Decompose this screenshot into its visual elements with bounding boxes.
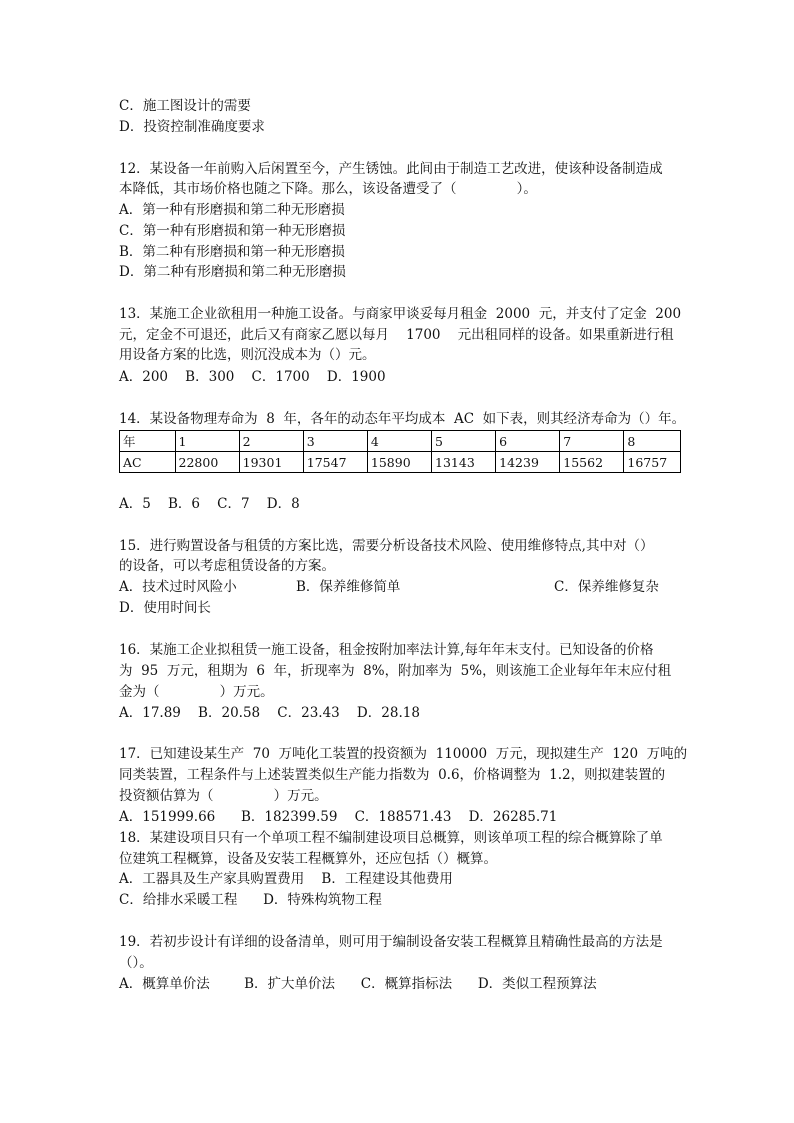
q13-options: A．200 B．300 C．1700 D．1900	[119, 369, 386, 385]
q18-stem-line2: 位建筑工程概算，设备及安装工程概算外，还应包括（）概算。	[119, 851, 497, 867]
q19-stem-line2: （）。	[119, 955, 153, 971]
q15-option-d: D．使用时间长	[119, 600, 211, 616]
q11-option-c: C．施工图设计的需要	[119, 98, 251, 114]
table-cell: 2	[239, 431, 303, 452]
q19-options: A．概算单价法 B．扩大单价法 C．概算指标法 D．类似工程预算法	[119, 976, 597, 992]
q12-option-d: D．第二种有形磨损和第二种无形磨损	[119, 264, 346, 280]
q16-stem-line2: 为 95 万元，租期为 6 年，折现率为 8%，附加率为 5%，则该施工企业每年年末应付租	[119, 663, 672, 679]
q12-option-b: B．第二种有形磨损和第一种无形磨损	[119, 244, 345, 260]
table-cell: 3	[303, 431, 367, 452]
q17-stem-line2: 同类装置，工程条件与上述装置类似生产能力指数为 0.6，价格调整为 1.2，则拟建装置的	[119, 767, 666, 783]
q19-stem-line1: 19．若初步设计有详细的设备清单，则可用于编制设备安装工程概算且精确性最高的方法是	[119, 934, 663, 950]
table-cell: 17547	[303, 452, 367, 473]
table-cell: AC	[120, 452, 176, 473]
table-cell: 5	[432, 431, 496, 452]
table-row-header	[120, 431, 681, 452]
q16-options: A．17.89 B．20.58 C．23.43 D．28.18	[119, 705, 420, 721]
q18-options-cd: C．给排水采暖工程 D．特殊构筑物工程	[119, 892, 382, 908]
table-cell: 22800	[175, 452, 239, 473]
q12-stem-line2: 本降低，其市场价格也随之下降。那么，该设备遭受了（ ）。	[119, 181, 537, 197]
q14-stem: 14．某设备物理寿命为 8 年，各年的动态年平均成本 AC 如下表，则其经济寿命为（）年。	[119, 411, 686, 427]
table-cell: 14239	[496, 452, 560, 473]
table-cell: 7	[560, 431, 624, 452]
table-cell: 1	[175, 431, 239, 452]
q17-stem-line3: 投资额估算为（ ）万元。	[119, 788, 328, 804]
q16-stem-line3: 金为（ ）万元。	[119, 684, 274, 700]
q13-stem-line3: 用设备方案的比选，则沉没成本为（）元。	[119, 347, 376, 363]
q13-stem-line2: 元，定金不可退还，此后又有商家乙愿以每月 1700 元出租同样的设备。如果重新进行租	[119, 327, 674, 343]
table-cell: 8	[624, 431, 681, 452]
table-cell: 4	[367, 431, 431, 452]
q12-option-a: A．第一种有形磨损和第二种无形磨损	[119, 202, 345, 218]
q13-stem-line1: 13．某施工企业欲租用一种施工设备。与商家甲谈妥每月租金 2000 元，并支付了定金 200	[119, 306, 682, 322]
ac-table	[119, 430, 681, 473]
q16-stem-line1: 16．某施工企业拟租赁一施工设备，租金按附加率法计算,每年年末支付。已知设备的价格	[119, 642, 654, 658]
q15-option-b: B．保养维修简单	[296, 579, 401, 595]
q18-options-ab: A．工器具及生产家具购置费用 B．工程建设其他费用	[119, 871, 453, 887]
q15-option-c: C．保养维修复杂	[554, 579, 659, 595]
table-cell: 6	[496, 431, 560, 452]
table-cell: 13143	[432, 452, 496, 473]
q14-options: A．5 B．6 C．7 D．8	[119, 496, 300, 512]
table-cell: 年	[120, 431, 176, 452]
q11-option-d: D．投资控制准确度要求	[119, 119, 265, 135]
q15-stem-line1: 15．进行购置设备与租赁的方案比选，需要分析设备技术风险、使用维修特点,其中对（）	[119, 538, 654, 554]
table-row-ac	[120, 452, 681, 473]
q12-option-c: C．第一种有形磨损和第一种无形磨损	[119, 223, 346, 239]
q15-option-a: A．技术过时风险小	[119, 579, 237, 595]
q17-stem-line1: 17．已知建设某生产 70 万吨化工装置的投资额为 110000 万元，现拟建生产 120 万吨的	[119, 746, 688, 762]
table-cell: 19301	[239, 452, 303, 473]
q12-stem-line1: 12．某设备一年前购入后闲置至今，产生锈蚀。此间由于制造工艺改进，使该种设备制造成	[119, 161, 663, 177]
table-cell: 15562	[560, 452, 624, 473]
q18-stem-line1: 18．某建设项目只有一个单项工程不编制建设项目总概算，则该单项工程的综合概算除了单	[119, 830, 663, 846]
q15-stem-line2: 的设备，可以考虑租赁设备的方案。	[119, 558, 335, 574]
table-cell: 16757	[624, 452, 681, 473]
q17-options: A．151999.66 B．182399.59 C．188571.43 D．26285.71	[119, 809, 558, 825]
table-cell: 15890	[367, 452, 431, 473]
